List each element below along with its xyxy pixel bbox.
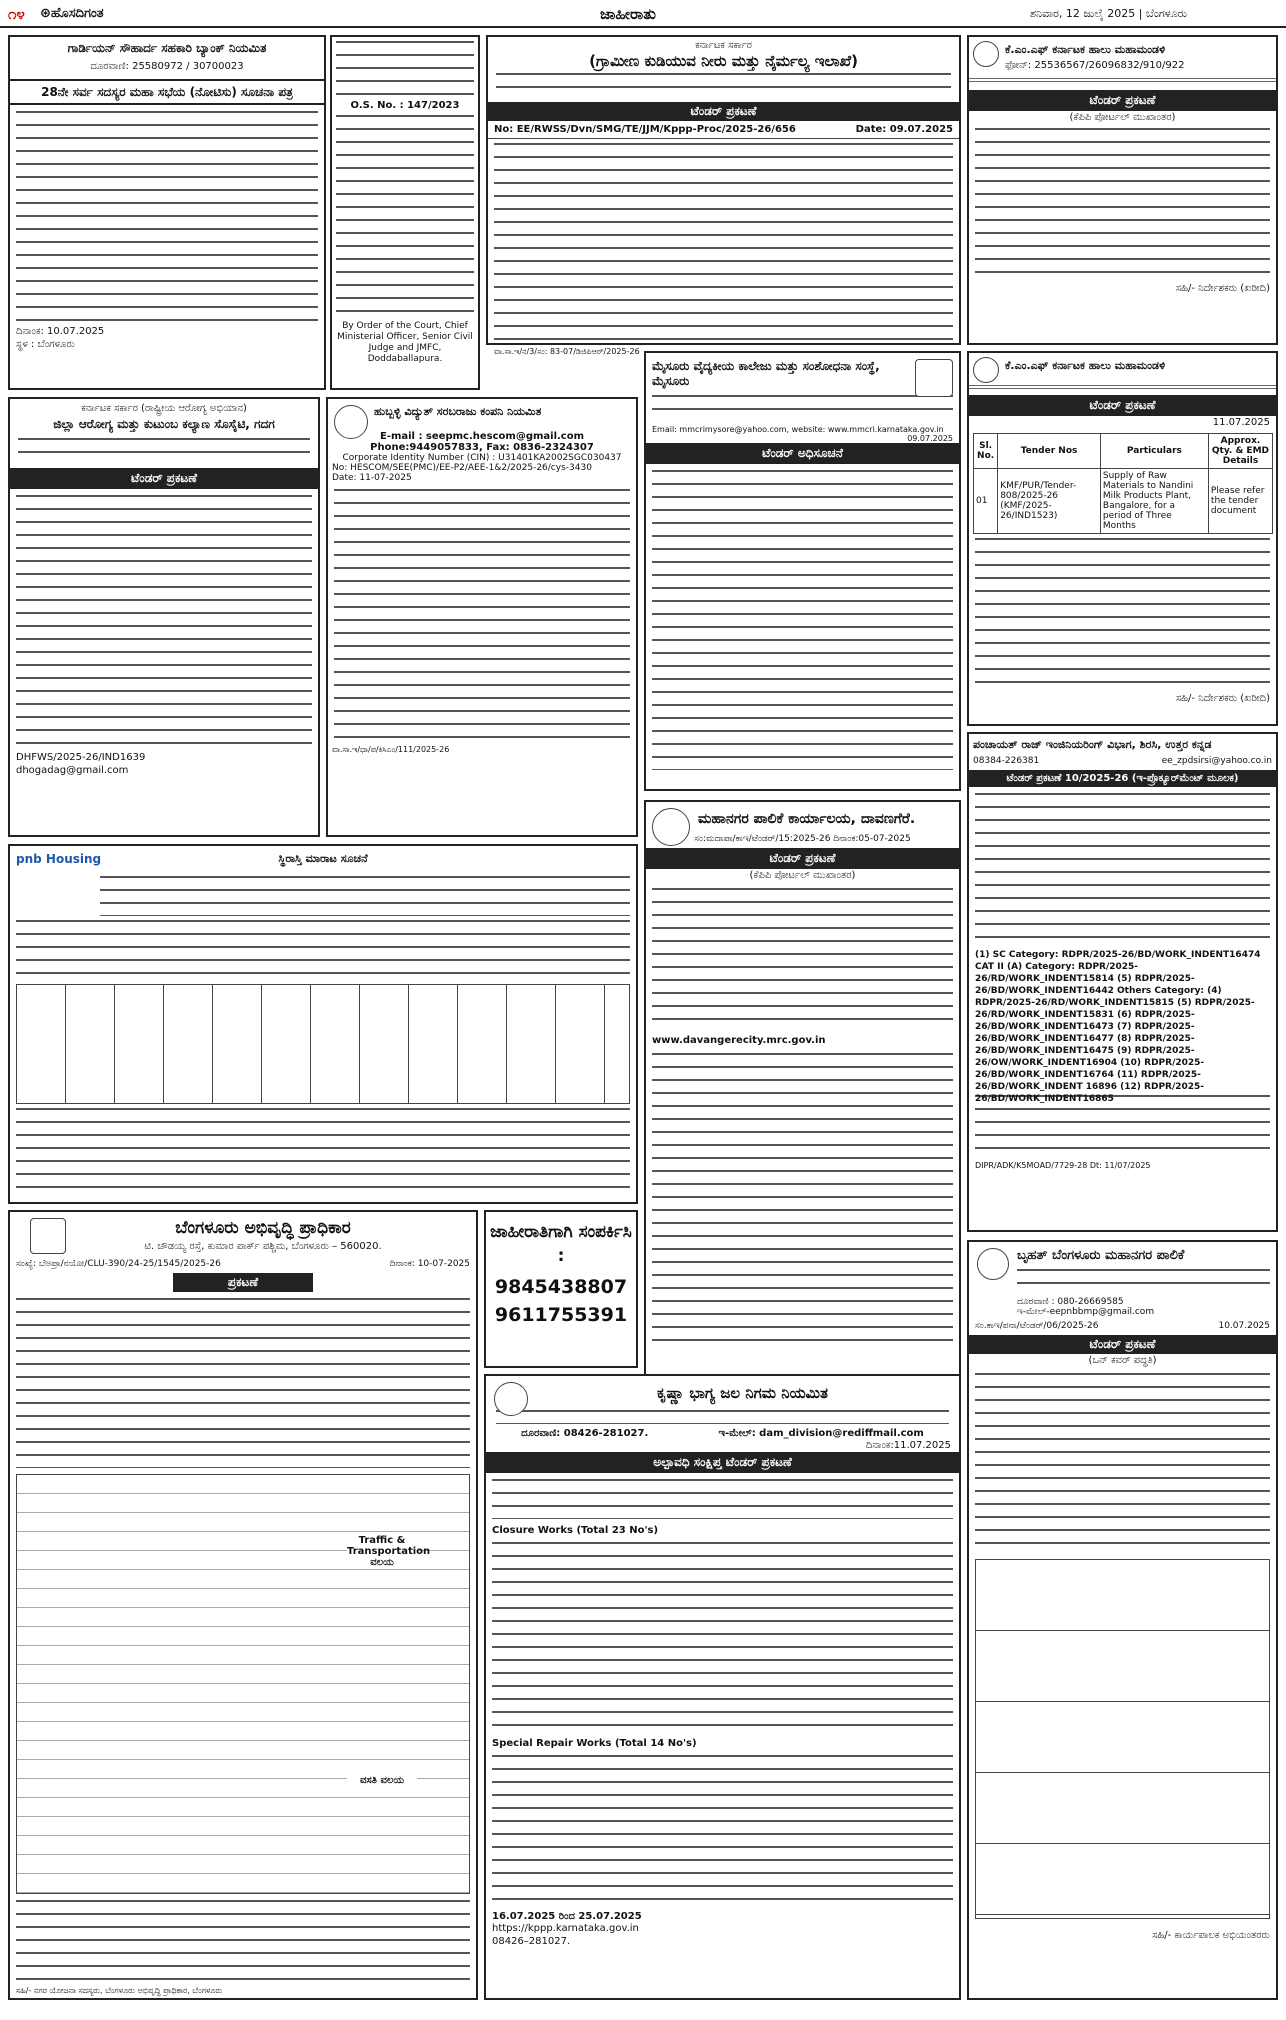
- hescom-cin: Corporate Identity Number (CIN) : U31401KA2002SGC030437: [342, 453, 622, 463]
- davangere-title: ಮಹಾನಗರ ಪಾಲಿಕೆ ಕಾರ್ಯಾಲಯ, ದಾವಣಗೆರೆ.: [698, 811, 916, 827]
- table-cell: 01: [974, 469, 998, 534]
- kmf2-date: 11.07.2025: [1212, 417, 1270, 428]
- rdpr-footer: ವಾ.ಸಾ.ಇ/ನ/3/ಸಂ: 83-07/ಡಿಜಿಪಿಆರ್/2025-26: [494, 347, 640, 356]
- pnb-caption: ಸ್ಥಿರಾಸ್ತಿ ಮಾರಾಟ ಸೂಚನೆ: [278, 852, 368, 865]
- kbjnl-closure: Closure Works (Total 23 No's): [492, 1525, 659, 1536]
- kmf-tender-2: [967, 351, 1278, 726]
- guardian-body: [16, 111, 318, 321]
- kbjnl-closure-list: [492, 1542, 953, 1732]
- kmf2-table: [973, 433, 1273, 534]
- bbmp-body: [975, 1373, 1270, 1553]
- kbjnl-special: Special Repair Works (Total 14 No's): [492, 1738, 697, 1749]
- court-order: By Order of the Court, Chief Ministerial Officer, Senior Civil Judge and JMFC, Doddaballapura.: [337, 321, 473, 364]
- kbjnl-special-list: [492, 1755, 953, 1905]
- guardian-title: ಗಾರ್ಡಿಯನ್ ಸೌಹಾರ್ದ ಸಹಕಾರಿ ಬ್ಯಾಂಕ್ ನಿಯಮಿತ: [67, 41, 267, 55]
- kmf2-org: ಕೆ.ಎಂ.ಎಫ್ ಕರ್ನಾಟಕ ಹಾಲು ಮಹಾಮಂಡಳಿ: [1005, 359, 1166, 372]
- kmf1-band: ಟೆಂಡರ್ ಪ್ರಕಟಣೆ: [969, 90, 1276, 111]
- davangere-ref: ಸಂ:ಮದಾಪಾ/ಕಾಇ/ಟೆಂಡರ್/15:2025-26 ದಿನಾಂಕ:05-07-2025: [694, 834, 911, 844]
- ad-contact-phone-1: 9845438807: [494, 1276, 628, 1298]
- bbmp-ref: ಸಂ.ಕಾಇ/ಪನಾ/ಟೆಂಡರ್/06/2025-26: [975, 1321, 1099, 1331]
- bbmp-sub: (ಒನ್ ಕವರ್ ಪದ್ಧತಿ): [1088, 1355, 1157, 1366]
- rural-water-tender: [486, 35, 961, 356]
- mysore-logo: [915, 359, 953, 397]
- panchayat-contact-row: [969, 756, 1276, 766]
- davangere-logo: [652, 808, 690, 846]
- section-title: ಜಾಹೀರಾತು: [600, 5, 656, 23]
- davangere-band: ಟೆಂಡರ್ ಪ್ರಕಟಣೆ: [646, 848, 959, 869]
- kmf-logo: [973, 357, 999, 383]
- kbjnl-date: ದಿನಾಂಕ:11.07.2025: [865, 1440, 951, 1451]
- bbmp-band: ಟೆಂಡರ್ ಪ್ರಕಟಣೆ: [969, 1335, 1276, 1354]
- health-gov: ಕರ್ನಾಟಕ ಸರ್ಕಾರ (ರಾಷ್ಟ್ರೀಯ ಆರೋಗ್ಯ ಅಭಿಯಾನ): [81, 403, 247, 414]
- health-society-tender: [8, 397, 320, 837]
- pnb-footer: [16, 1108, 630, 1198]
- hescom-tender: [326, 397, 638, 837]
- bbmp-phone: ದೂರವಾಣಿ : 080-26669585: [1017, 1297, 1124, 1307]
- kbjnl-dates: 16.07.2025 ರಿಂದ 25.07.2025: [492, 1911, 642, 1922]
- panchayat-email: ee_zpdsirsi@yahoo.co.in: [1161, 756, 1272, 766]
- bbmp-date: 10.07.2025: [1218, 1321, 1270, 1331]
- kmf2-band: ಟೆಂಡರ್ ಪ್ರಕಟಣೆ: [969, 395, 1276, 416]
- table-cell: Supply of Raw Materials to Nandini Milk Products Plant, Bangalore, for a period of Three Months: [1100, 469, 1208, 534]
- table-header: Tender Nos: [998, 434, 1101, 469]
- ad-contact-phone-2: 9611755391: [494, 1304, 628, 1326]
- court-case-no: O.S. No. : 147/2023: [350, 100, 460, 111]
- health-title: ಜಿಲ್ಲಾ ಆರೋಗ್ಯ ಮತ್ತು ಕುಟುಂಬ ಕಲ್ಯಾಣ ಸೊಸೈಟಿ, ಗದಗ: [53, 417, 275, 431]
- bbmp-office: [1017, 1269, 1270, 1295]
- bbmp-table: [975, 1559, 1270, 1919]
- mysore-address: [652, 395, 953, 421]
- davangere-tender: [644, 800, 961, 1400]
- table-row: [974, 469, 1273, 534]
- krishna-bhagya-tender: [484, 1374, 961, 2000]
- bda-footer: ಸಹಿ/- ನಗರ ಯೋಜನಾ ಸದಸ್ಯರು, ಬೆಂಗಳೂರು ಅಭಿವೃದ್ಧಿ ಪ್ರಾಧಿಕಾರ, ಬೆಂಗಳೂರು: [16, 1986, 223, 1995]
- mysore-medical-tender: [644, 351, 961, 791]
- bda-col-traffic: Traffic & Transportation ವಲಯ: [347, 1535, 431, 1568]
- kbjnl-email: ಇ-ಮೇಲ್: dam_division@rediffmail.com: [718, 1428, 924, 1439]
- mysore-date: 09.07.2025: [907, 434, 953, 443]
- mysore-email: Email: mmcrimysore@yahoo.com, website: www.mmcri.karnataka.gov.in: [652, 425, 944, 434]
- panchayat-raj-tender: [967, 732, 1278, 1232]
- divider: [969, 78, 1276, 84]
- guardian-headline: 28ನೇ ಸರ್ವ ಸದಸ್ಯರ ಮಹಾ ಸಭೆಯ (ನೋಟಿಸು) ಸೂಚನಾ ಪತ್ರ: [10, 79, 324, 105]
- page-number: ೧೪: [8, 5, 25, 23]
- kmf-tender-1: [967, 35, 1278, 345]
- kbjnl-logo: [494, 1382, 528, 1416]
- kmf1-sign: ಸಹಿ/- ನಿರ್ದೇಶಕರು (ಖರೀದಿ): [1175, 283, 1270, 294]
- table-header-row: [974, 434, 1273, 469]
- hescom-footer: ವಾ.ಸಾ.ಇ/ಧಾ/ಪ/ಕಿಸಿಎಂ/111/2025-26: [332, 745, 450, 754]
- hescom-phone: Phone:9449057833, Fax: 0836-2324307: [370, 442, 594, 453]
- kbjnl-contact-row: [486, 1428, 959, 1439]
- kbjnl-contact: 08426–281027.: [492, 1936, 571, 1947]
- guardian-date: ದಿನಾಂಕ: 10.07.2025: [16, 326, 105, 337]
- bbmp-title: ಬೃಹತ್ ಬೆಂಗಳೂರು ಮಹಾನಗರ ಪಾಲಿಕೆ: [1017, 1248, 1185, 1263]
- guardian-bank-notice: [8, 35, 326, 390]
- court-body-top: [336, 41, 474, 96]
- kbjnl-phone: ದೂರವಾಣಿ: 08426-281027.: [521, 1428, 649, 1439]
- pnb-table: [16, 984, 630, 1104]
- rdpr-band: ಟೆಂಡರ್ ಪ್ರಕಟಣೆ: [488, 102, 959, 121]
- ad-contact-title: ಜಾಹೀರಾತಿಗಾಗಿ ಸಂಪರ್ಕಿಸಿ :: [490, 1222, 632, 1266]
- court-body: [336, 115, 474, 315]
- kmf2-sign: ಸಹಿ/- ನಿರ್ದೇಶಕರು (ಖರೀದಿ): [1175, 693, 1270, 704]
- bda-logo: [30, 1218, 66, 1254]
- kmf1-sub: (ಕೆಪಿಪಿ ಪೋರ್ಟಲ್ ಮುಖಾಂತರ): [1069, 112, 1176, 123]
- paper-name: ⊛ಹೊಸದಿಗಂತ: [40, 6, 104, 21]
- rdpr-office: [496, 73, 951, 99]
- health-office: [18, 438, 310, 464]
- kbjnl-title: ಕೃಷ್ಣಾ ಭಾಗ್ಯ ಜಲ ನಿಗಮ ನಿಯಮಿತ: [657, 1384, 828, 1402]
- bda-notice: [8, 1210, 478, 2000]
- panchayat-band: ಟೆಂಡರ್ ಪ್ರಕಟಣೆ 10/2025-26 (ಇ-ಪ್ರೊಕ್ಯೂರ್‌ಮೆಂಟ್ ಮೂಲಕ): [969, 770, 1276, 787]
- bbmp-logo: [977, 1248, 1009, 1280]
- guardian-place: ಸ್ಥಳ : ಬೆಂಗಳೂರು: [16, 339, 75, 350]
- pnb-logo: pnb Housing: [16, 852, 102, 866]
- health-body: [16, 495, 312, 745]
- hescom-logo: [334, 405, 368, 439]
- hescom-date: Date: 11-07-2025: [332, 473, 412, 483]
- davangere-body: [652, 888, 953, 1028]
- davangere-sub: (ಕೆಪಿಪಿ ಪೋರ್ಟಲ್ ಮುಖಾಂತರ): [749, 870, 856, 881]
- kbjnl-portal: https://kppp.karnataka.gov.in: [492, 1923, 639, 1934]
- panchayat-codes: (1) SC Category: RDPR/2025-26/BD/WORK_INDENT16474 CAT II (A) Category: RDPR/2025-26/RD/WORK_INDENT15814 (5) RDPR/2025-26/BD/WORK_INDENT16442 Others Category: (4) RDPR/2025-26/RD/WORK_INDENT15815 (5) RDPR/2025-26/RD/WORK_INDENT15831 (6) RDPR/2025-26/BD/WORK_INDENT16473 (7) RDPR/2025-26/BD/WORK_INDENT16477 (8) RDPR/2025-26/BD/WORK_INDENT16475 (9) RDPR/2025-26/OW/WORK_INDENT16904 (10) RDPR/2025-26/BD/WORK_INDENT16764 (11) RDPR/2025-26/BD/WORK_INDENT 16896 (12) RDPR/2025-26/BD/WORK_INDENT16865: [975, 950, 1261, 1104]
- health-email: dhogadag@gmail.com: [16, 765, 129, 776]
- bda-address: ಟಿ. ಚೌಡಯ್ಯ ರಸ್ತೆ, ಕುಮಾರ ಪಾರ್ಕ್ ಪಶ್ಚಿಮ, ಬೆಂಗಳೂರು – 560020.: [144, 1241, 382, 1252]
- hescom-title: ಹುಬ್ಬಳ್ಳಿ ವಿದ್ಯುತ್ ಸರಬರಾಜು ಕಂಪನಿ ನಿಯಮಿತ: [374, 405, 542, 418]
- hescom-email: E-mail : seepmc.hescom@gmail.com: [379, 431, 585, 442]
- bbmp-email: ಇ-ಮೇಲ್-eepnbbmp@gmail.com: [1017, 1307, 1155, 1317]
- bda-body: [16, 1298, 470, 1468]
- divider: [969, 385, 1276, 391]
- kbjnl-body: [492, 1479, 953, 1519]
- table-header: Particulars: [1100, 434, 1208, 469]
- bda-ref-row: [10, 1253, 476, 1271]
- bda-col-residential: ವಸತಿ ವಲಯ: [347, 1775, 417, 1786]
- rdpr-body: [494, 143, 953, 343]
- pnb-housing-notice: [8, 844, 638, 1204]
- kmf1-body: [975, 128, 1270, 278]
- bda-date: ದಿನಾಂಕ: 10-07-2025: [389, 1259, 470, 1269]
- table-cell: KMF/PUR/Tender-808/2025-26 (KMF/2025-26/IND1523): [998, 469, 1101, 534]
- panchayat-body: [975, 793, 1270, 943]
- mysore-body: [652, 470, 953, 770]
- table-header: Approx. Qty. & EMD Details: [1208, 434, 1272, 469]
- kmf-logo: [973, 41, 999, 67]
- davangere-items: [652, 1053, 953, 1343]
- bda-tail: [16, 1900, 470, 1980]
- ad-contact-box: [484, 1210, 638, 1368]
- pnb-header: [100, 876, 630, 916]
- pnb-body: [16, 920, 630, 980]
- rdpr-date: Date: 09.07.2025: [855, 124, 953, 135]
- health-band: ಟೆಂಡರ್ ಪ್ರಕಟಣೆ: [10, 468, 318, 489]
- kmf1-phone: ಫೋನ್: 25536567/26096832/910/922: [1005, 60, 1185, 71]
- hescom-body: [334, 489, 630, 739]
- table-header: Sl. No.: [974, 434, 998, 469]
- bda-ref: ಸಂಖ್ಯೆ: ಬೆಅಪ್ರಾ/ನಯೋ/CLU-390/24-25/1545/2025-26: [16, 1259, 221, 1269]
- hescom-ref: No: HESCOM/SEE(PMC)/EE-P2/AEE-1&2/2025-26/cys-3430: [332, 463, 592, 473]
- rdpr-gov: ಕರ್ನಾಟಕ ಸರ್ಕಾರ: [695, 40, 752, 51]
- kbjnl-band: ಅಲ್ಪಾವಧಿ ಸಂಕ್ಷಿಪ್ತ ಟೆಂಡರ್ ಪ್ರಕಟಣೆ: [486, 1452, 959, 1473]
- mysore-band: ಟೆಂಡರ್ ಅಧಿಸೂಚನೆ: [646, 443, 959, 464]
- court-notice: [330, 35, 480, 390]
- bda-band: ಪ್ರಕಟಣೆ: [173, 1273, 313, 1292]
- bbmp-tender: [967, 1240, 1278, 2000]
- kmf1-org: ಕೆ.ಎಂ.ಎಫ್ ಕರ್ನಾಟಕ ಹಾಲು ಮಹಾಮಂಡಳಿ: [1005, 43, 1166, 56]
- issue-date: ಶನಿವಾರ, 12 ಜುಲೈ 2025 | ಬೆಂಗಳೂರು: [1030, 7, 1187, 20]
- bda-title: ಬೆಂಗಳೂರು ಅಭಿವೃದ್ಧಿ ಪ್ರಾಧಿಕಾರ: [175, 1218, 351, 1238]
- kmf2-body: [975, 538, 1270, 688]
- bbmp-ref-row: [969, 1317, 1276, 1335]
- bda-table: [16, 1474, 470, 1894]
- davangere-web: www.davangerecity.mrc.gov.in: [652, 1035, 826, 1046]
- masthead: [0, 0, 1286, 28]
- guardian-phone: ದೂರವಾಣಿ: 25580972 / 30700023: [90, 61, 244, 72]
- mysore-title: ಮೈಸೂರು ವೈದ್ಯಕೀಯ ಕಾಲೇಜು ಮತ್ತು ಸಂಶೋಧನಾ ಸಂಸ್ಥೆ, ಮೈಸೂರು: [652, 359, 880, 388]
- rdpr-title: (ಗ್ರಾಮೀಣ ಕುಡಿಯುವ ನೀರು ಮತ್ತು ನೈರ್ಮಲ್ಯ ಇಲಾಖೆ): [589, 52, 858, 70]
- health-ref: DHFWS/2025-26/IND1639: [16, 752, 146, 763]
- panchayat-phone: 08384-226381: [973, 756, 1040, 766]
- kbjnl-office: [496, 1410, 949, 1424]
- rdpr-ref-row: [488, 121, 959, 139]
- panchayat-title: ಪಂಚಾಯತ್ ರಾಜ್ ಇಂಜಿನಿಯರಿಂಗ್ ವಿಭಾಗ, ಶಿರಸಿ, ಉತ್ತರ ಕನ್ನಡ: [973, 738, 1212, 751]
- bbmp-sign: ಸಹಿ/- ಕಾರ್ಯಪಾಲಕ ಅಭಿಯಂತರರು: [1152, 1930, 1270, 1941]
- table-cell: Please refer the tender document: [1208, 469, 1272, 534]
- rdpr-ref: No: EE/RWSS/Dvn/SMG/TE/JJM/Kppp-Proc/2025-26/656: [494, 124, 796, 135]
- panchayat-footer: DIPR/ADK/K5MOAD/7729-28 Dt: 11/07/2025: [975, 1161, 1151, 1170]
